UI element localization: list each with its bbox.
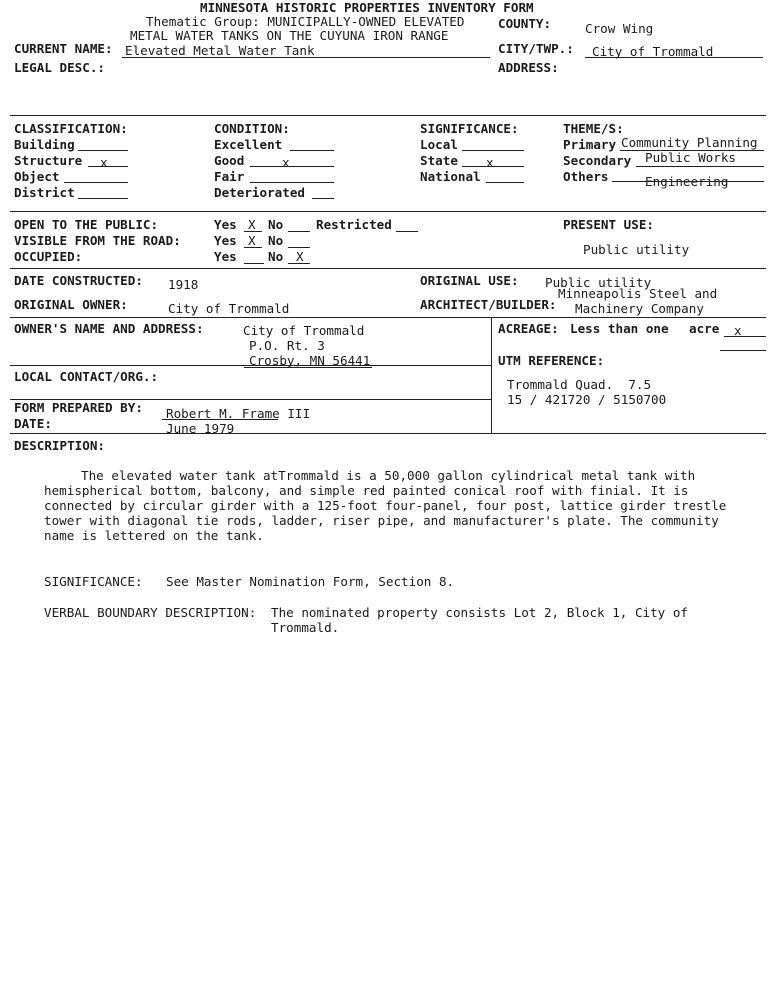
utm-label: UTM REFERENCE:	[498, 353, 605, 368]
present-use-label: PRESENT USE:	[563, 217, 654, 232]
utm-line1: Trommald Quad. 7.5	[507, 377, 652, 392]
thematic-group-line1: Thematic Group: MUNICIPALLY-OWNED ELEVATED	[146, 14, 465, 29]
deteriorated-blank	[312, 198, 334, 199]
significance-national: National	[420, 169, 481, 184]
structure-blank	[88, 166, 128, 167]
classification-object: Object	[14, 169, 60, 184]
present-use-value: Public utility	[583, 242, 690, 257]
open-yes: Yes	[214, 217, 237, 232]
column-divider	[491, 317, 492, 433]
current-name-underline	[122, 57, 490, 58]
others-blank	[612, 181, 764, 182]
condition-fair: Fair	[214, 169, 245, 184]
divider	[10, 115, 766, 116]
legal-desc-label: LEGAL DESC.:	[14, 60, 105, 75]
significance-text-value: See Master Nomination Form, Section 8.	[166, 574, 455, 589]
national-blank	[486, 182, 524, 183]
visible-yes-blank	[244, 247, 262, 248]
open-no-blank	[288, 231, 310, 232]
visible-yes-mark: X	[248, 233, 256, 248]
description-label: DESCRIPTION:	[14, 438, 105, 453]
excellent-blank	[290, 150, 334, 151]
local-contact-label: LOCAL CONTACT/ORG.:	[14, 369, 159, 384]
significance-text-label: SIGNIFICANCE:	[44, 574, 143, 589]
date-label: DATE:	[14, 416, 52, 431]
theme-others-label: Others	[563, 169, 609, 184]
original-owner-value: City of Trommald	[168, 301, 290, 316]
district-blank	[78, 198, 128, 199]
visible-no: No	[268, 233, 284, 248]
theme-secondary-value: Public Works	[645, 150, 736, 165]
occupied-no-blank	[288, 263, 310, 264]
visible-yes: Yes	[214, 233, 237, 248]
divider	[10, 268, 766, 269]
significance-state: State	[420, 153, 458, 168]
owner-underline	[244, 367, 372, 368]
city-underline	[585, 57, 763, 58]
utm-line2: 15 / 421720 / 5150700	[507, 392, 667, 407]
open-yes-mark: X	[248, 217, 256, 232]
description-place-name: Trommald	[278, 468, 339, 483]
classification-building: Building	[14, 137, 75, 152]
description-prefix: The elevated water tank at	[81, 468, 279, 483]
themes-label: THEME/S:	[563, 121, 624, 136]
boundary-value-line1: The nominated property consists Lot 2, Block 1, City of	[271, 605, 689, 620]
open-restricted: Restricted	[316, 217, 392, 232]
thematic-group-line2: METAL WATER TANKS ON THE CUYUNA IRON RANGE	[130, 28, 449, 43]
good-blank	[250, 166, 334, 167]
open-to-public-label: OPEN TO THE PUBLIC:	[14, 217, 159, 232]
classification-structure: Structure	[14, 153, 83, 168]
divider	[10, 317, 766, 318]
divider	[10, 211, 766, 212]
state-mark: x	[486, 155, 494, 170]
building-blank	[78, 150, 128, 151]
date-constructed-label: DATE CONSTRUCTED:	[14, 273, 143, 288]
theme-primary-label: Primary	[563, 137, 617, 152]
date-constructed-value: 1918	[168, 277, 199, 292]
condition-deteriorated: Deteriorated	[214, 185, 305, 200]
open-no: No	[268, 217, 284, 232]
restricted-blank	[396, 231, 418, 232]
acreage-less-than: Less than one	[570, 321, 669, 336]
structure-mark: x	[100, 155, 108, 170]
prepared-by-value: Robert M. Frame III	[166, 406, 311, 421]
date-value: June 1979	[166, 421, 235, 436]
current-name-value: Elevated Metal Water Tank	[125, 43, 315, 58]
object-blank	[64, 182, 128, 183]
architect-label: ARCHITECT/BUILDER:	[420, 297, 557, 312]
acreage-label: ACREAGE:	[498, 321, 559, 336]
architect-line2: Machinery Company	[575, 301, 704, 316]
condition-excellent: Excellent	[214, 137, 283, 152]
acreage-acre: acre	[689, 321, 720, 336]
visible-from-road-label: VISIBLE FROM THE ROAD:	[14, 233, 181, 248]
owner-line3: Crosby, MN 56441	[249, 353, 371, 368]
local-blank	[462, 150, 524, 151]
address-label: ADDRESS:	[498, 60, 559, 75]
divider	[10, 365, 491, 366]
condition-good: Good	[214, 153, 245, 168]
county-value: Crow Wing	[585, 21, 654, 36]
original-owner-label: ORIGINAL OWNER:	[14, 297, 128, 312]
fair-blank	[250, 182, 334, 183]
owner-line1: City of Trommald	[243, 323, 365, 338]
occupied-yes: Yes	[214, 249, 237, 264]
city-value: City of Trommald	[592, 44, 714, 59]
current-name-label: CURRENT NAME:	[14, 41, 113, 56]
description-rest: is a 50,000 gallon cylindrical metal tank with hemispherical bottom, balcony, and simple red painted conical roof with finial. It is connected by circular girder with a 125-foot four-panel, four post, lattice girder trestle tower with diagonal tie rods, ladder, riser pipe, and manufacturer's plate. The community name is lettered on the tank.	[44, 468, 727, 543]
occupied-no: No	[268, 249, 284, 264]
description-body	[44, 468, 744, 543]
prepared-underline	[162, 419, 278, 420]
occupied-no-mark: X	[296, 249, 304, 264]
boundary-value-line2: Trommald.	[271, 620, 340, 635]
occupied-yes-blank	[244, 263, 264, 264]
city-label: CITY/TWP.:	[498, 41, 574, 56]
owner-line2: P.O. Rt. 3	[249, 338, 325, 353]
form-title: MINNESOTA HISTORIC PROPERTIES INVENTORY FORM	[200, 0, 534, 15]
significance-local: Local	[420, 137, 458, 152]
good-mark: x	[282, 155, 290, 170]
acreage-mark: x	[734, 323, 742, 338]
original-use-value: Public utility	[545, 275, 652, 290]
significance-box-label: SIGNIFICANCE:	[420, 121, 519, 136]
theme-primary-value: Community Planning	[621, 135, 758, 150]
acreage-blank	[724, 336, 766, 337]
theme-secondary-label: Secondary	[563, 153, 632, 168]
county-label: COUNTY:	[498, 16, 552, 31]
prepared-by-label: FORM PREPARED BY:	[14, 400, 143, 415]
open-yes-blank	[244, 231, 262, 232]
acreage-blank-2	[720, 350, 766, 351]
occupied-label: OCCUPIED:	[14, 249, 83, 264]
classification-label: CLASSIFICATION:	[14, 121, 128, 136]
divider	[10, 433, 766, 434]
state-blank	[462, 166, 524, 167]
original-use-label: ORIGINAL USE:	[420, 273, 519, 288]
theme-others-value: Engineering	[645, 174, 729, 189]
boundary-label: VERBAL BOUNDARY DESCRIPTION:	[44, 605, 257, 620]
secondary-blank	[636, 166, 764, 167]
owner-label: OWNER'S NAME AND ADDRESS:	[14, 321, 204, 336]
classification-district: District	[14, 185, 75, 200]
condition-label: CONDITION:	[214, 121, 290, 136]
architect-line1: Minneapolis Steel and	[558, 286, 718, 301]
visible-no-blank	[288, 247, 310, 248]
